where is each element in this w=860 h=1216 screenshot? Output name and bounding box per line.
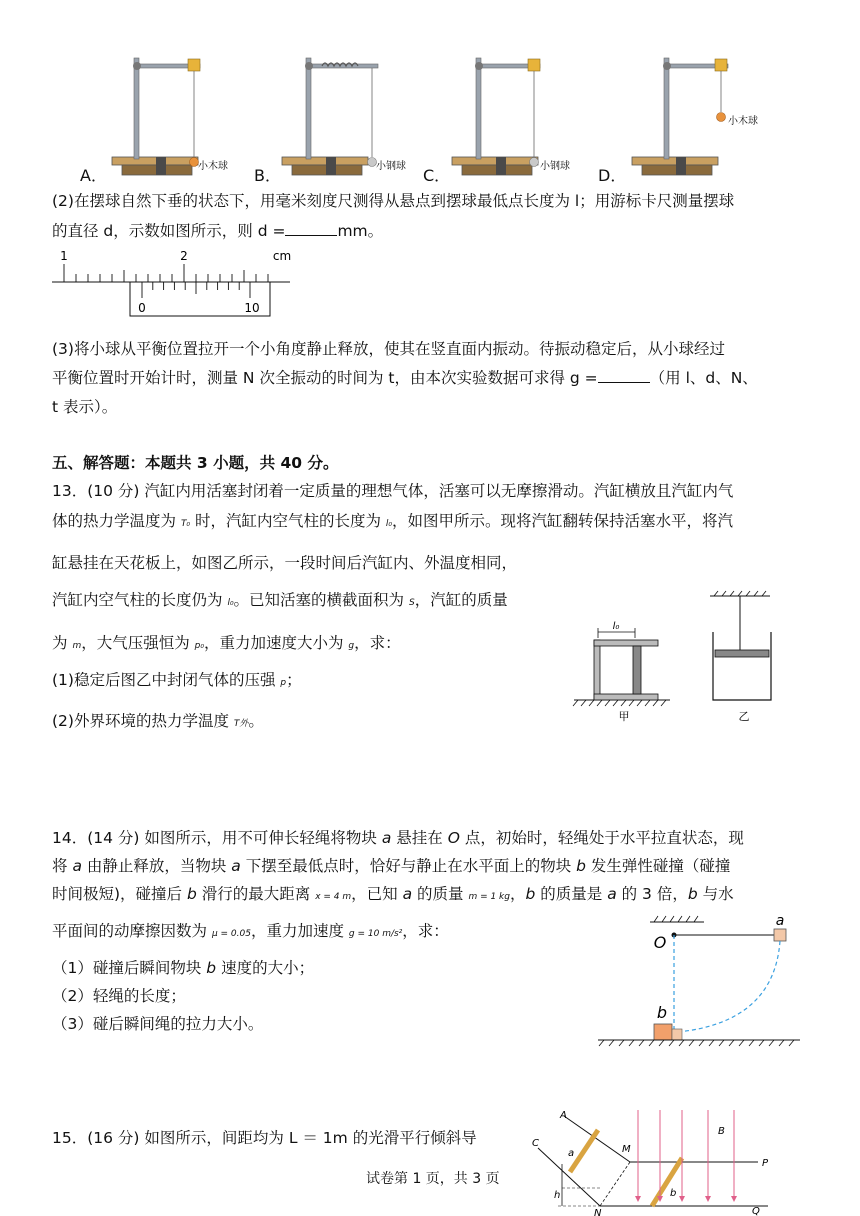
option-b-ball-label: 小钢球 [376, 161, 406, 172]
pendulum-options-figure [60, 52, 780, 188]
q14-sub1: （1）碰撞后瞬间物块 b 速度的大小； [52, 959, 315, 977]
q13-line4: 汽缸内空气柱的长度仍为 l₀。已知活塞的横截面积为 S，汽缸的质量 [52, 591, 508, 609]
caliper-main-2: 2 [180, 249, 188, 263]
fig-o-label: O [653, 933, 667, 952]
q14-line3: 时间极短)，碰撞后 b 滑行的最大距离 x = 4 m，已知 a 的质量 m = 1 kg，b 的质量是 a 的 3 倍，b 与水 [52, 885, 734, 903]
caliper-vernier-10: 10 [244, 301, 260, 315]
fig-b-rod-label: b [670, 1188, 677, 1199]
fig-B-label: B [718, 1126, 725, 1137]
option-b-figure [282, 58, 378, 175]
section5-heading: 五、解答题：本题共 3 小题，共 40 分。 [52, 454, 339, 472]
option-c-label: C． [423, 166, 451, 185]
answer-blank-g [598, 368, 650, 383]
option-c-ball-label: 小钢球 [540, 161, 570, 172]
q14-sub2: （2）轻绳的长度； [52, 987, 186, 1005]
option-d-figure [632, 58, 728, 175]
option-a-label: A． [80, 166, 107, 185]
fig-P-label: P [762, 1158, 769, 1169]
caliper-main-1: 1 [60, 249, 68, 263]
q13-sub1: (1)稳定后图乙中封闭气体的压强 p； [52, 671, 302, 689]
q12-part2-line1: (2)在摆球自然下垂的状态下，用毫米刻度尺测得从悬点到摆球最低点长度为 l；用游标卡尺测量摆球 [52, 192, 735, 210]
fig-C-label: C [532, 1138, 539, 1149]
fig-M-label: M [622, 1144, 631, 1155]
q14-line4: 平面间的动摩擦因数为 μ = 0.05，重力加速度 g = 10 m/s²，求： [52, 922, 449, 940]
q13-line1: 13．(10 分) 汽缸内用活塞封闭着一定质量的理想气体，活塞可以无摩擦滑动。汽缸横放且汽缸内气 [52, 482, 734, 500]
q15-line1: 15．(16 分) 如图所示，间距均为 L ＝ 1m 的光滑平行倾斜导 [52, 1129, 477, 1147]
fig-A-label: A [560, 1110, 567, 1121]
fig-a-rod-label: a [568, 1148, 575, 1159]
option-d-label: D． [598, 166, 627, 185]
option-a-figure [112, 58, 200, 175]
q13-line2: 体的热力学温度为 T₀ 时，汽缸内空气柱的长度为 l₀，如图甲所示。现将汽缸翻转保持活塞水平，将汽 [52, 512, 734, 530]
q13-line3: 缸悬挂在天花板上，如图乙所示，一段时间后汽缸内、外温度相同， [52, 554, 518, 572]
fig-b-label: b [656, 1003, 668, 1022]
fig-l0-label: l₀ [612, 621, 620, 632]
page-footer: 试卷第 1 页，共 3 页 [366, 1171, 500, 1187]
q13-sub2: (2)外界环境的热力学温度 T外。 [52, 712, 264, 730]
q14-line1: 14．(14 分) 如图所示，用不可伸长轻绳将物块 a 悬挂在 O 点，初始时，轻绳处于水平拉直状态，现 [52, 829, 744, 847]
caliper-unit: cm [272, 249, 292, 263]
q14-collision-figure [594, 912, 804, 1052]
q12-part2-line2: 的直径 d，示数如图所示，则 d = mm。 [52, 222, 384, 240]
vernier-caliper-figure [50, 246, 300, 320]
q13-cylinder-figure [570, 590, 800, 730]
option-a-ball-label: 小木球 [198, 161, 228, 172]
caliper-vernier-0: 0 [138, 301, 146, 315]
fig-jia-label: 甲 [618, 710, 630, 723]
q12-part3-line1: (3)将小球从平衡位置拉开一个小角度静止释放，使其在竖直面内振动。待振动稳定后，从小球经过 [52, 340, 725, 358]
answer-blank-d [285, 221, 337, 236]
fig-yi-label: 乙 [738, 710, 750, 723]
option-b-label: B． [254, 166, 281, 185]
fig-a-label: a [775, 913, 785, 929]
q14-sub3: （3）碰后瞬间绳的拉力大小。 [52, 1015, 264, 1033]
option-c-figure [452, 58, 540, 175]
q13-line5: 为 m，大气压强恒为 p₀，重力加速度大小为 g，求： [52, 634, 401, 652]
q14-line2: 将 a 由静止释放，当物块 a 下摆至最低点时，恰好与静止在水平面上的物块 b 发生弹性碰撞（碰撞 [52, 857, 731, 875]
fig-h-label: h [554, 1190, 561, 1201]
q12-part3-line3: t 表示）。 [52, 398, 118, 416]
q15-rails-figure [528, 1108, 778, 1216]
fig-Q-label: Q [752, 1206, 760, 1216]
q12-part3-line2: 平衡位置时开始计时，测量 N 次全振动的时间为 t，由本次实验数据可求得 g = （用 l、d、N、 [52, 369, 758, 387]
fig-N-label: N [594, 1208, 602, 1216]
option-d-ball-label: 小木球 [728, 116, 758, 127]
